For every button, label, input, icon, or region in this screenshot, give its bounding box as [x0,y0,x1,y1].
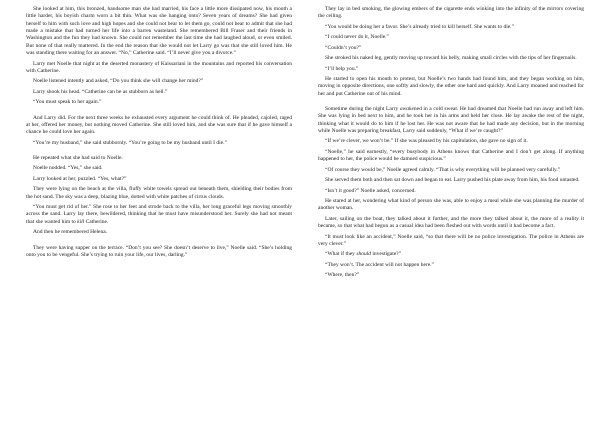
paragraph [318,149,584,164]
paragraph-text: And Larry did. For the next three weeks he exhausted every argument he could think of. He pleaded, cajoled, raged at her, offered her money, but nothing moved Catherine. She still loved him, and she was sure that if he gave himself a chance he could love her again. [26,114,292,136]
paragraph-text: “What if they should investigate?” [325,251,402,258]
paragraph [26,115,292,137]
paragraph [26,78,292,85]
paragraph-text: Later, sailing on the boat, they talked about it further, and the more they talked about it, the more of a reality it became, so that what had begun as a casual idea had been fleshed out with words until it had become a fact. [318,215,584,230]
paragraph [26,6,292,57]
paragraph [26,165,292,172]
paragraph-text: They were lying on the beach at the villa, fluffy white towels spread out beneath them, shielding their bodies from the hot sand. The sky was a deep, blazing blue, dotted with white patches of cirrus clouds. [26,186,292,200]
left-page [26,6,292,262]
paragraph-text: Noelle listened intently and asked, “Do you think she will change her mind?” [33,78,204,85]
paragraph-text: She served them both and then sat down and began to eat. Larry pushed his plate away from him, his food untasted. [325,177,580,184]
paragraph [26,245,292,260]
paragraph [318,188,584,195]
paragraph-text: He stared at her, wondering what kind of person she was, able to enjoy a meal while she was planning the murder of another woman. [318,198,584,212]
paragraph-text: Noelle nodded. “Yes,” she said. [33,165,103,172]
paragraph-text: “Couldn’t you?” [325,44,362,51]
paragraph-text: “You would be doing her a favor. She’s already tried to kill herself. She wants to die.” [325,23,514,30]
paragraph-text: He started to open his mouth to protest, but Noelle’s two hands had found him, and they began working on him, moving in opposite directions, one softly and slowly, the other one hard and quickly. And Larry moaned and reached for her and put Catherine out of his mind. [318,75,584,97]
paragraph-text: He repeated what she had said to Noelle. [33,154,123,161]
paragraph [26,176,292,183]
paragraph-text: “Where, then?” [325,272,360,279]
paragraph-text: “I could never do it, Noelle.” [325,34,389,41]
paragraph [318,45,584,52]
paragraph [26,140,292,147]
paragraph [318,198,584,213]
paragraph [318,6,584,21]
paragraph [318,251,584,258]
paragraph [26,229,292,236]
paragraph [318,24,584,31]
paragraph [318,55,584,62]
paragraph-text: Larry looked at her, puzzled. “Yes, what?” [33,175,127,182]
paragraph [26,186,292,201]
paragraph [318,34,584,41]
paragraph [26,89,292,96]
paragraph [318,216,584,231]
right-page [318,6,584,283]
paragraph-text: Sometime during the night Larry awakened in a cold sweat. He had dreamed that Noelle had run away and left him. She was lying in bed next to him, and he took her in his arms and held her close. He lay awake the rest of the night, thinking what it would do to him if he lost her. He was not aware that he had made any decision, but in the morning while Noelle was preparing breakfast, Larry said suddenly, “What if we’re caught?” [318,106,584,135]
paragraph-text: “If we’re clever, we won’t be.” If she was pleased by his capitulation, she gave no sign of it. [325,138,528,145]
paragraph [318,138,584,145]
paragraph [318,234,584,249]
paragraph [318,76,584,98]
paragraph-text: “I’ll help you.” [325,65,359,72]
paragraph [318,66,584,73]
paragraph-text: Larry met Noelle that night at the deserted monastery of Kaissariani in the mountains and reported his conversation with Catherine. [26,60,292,74]
paragraph-text: They lay in bed smoking, the glowing embers of the cigarette ends winking into the infinity of the mirrors covering the ceiling. [318,6,584,20]
paragraph-text: “They won’t. The accident will not happen here.” [325,261,434,268]
paragraph-text: “You must speak to her again.” [33,99,102,106]
paragraph-text: She stroked his naked leg, gently moving up toward his belly, making small circles with the tips of her fingernails. [325,55,577,62]
paragraph-text: She looked at him, this bronzed, handsome man she had married, his face a little more dissipated now, his mouth a little harder, his boyish charm worn a bit thin. What was she hanging onto? Seven years of dreams? She had given herself to him with such love and high hopes and she could not bear to let them go, could not bear to admit that she had made a mistake that had turned her life into a barren wasteland. She remembered Bill Fraser and their friends in Washington and the fun they had known. She could not remember the last time she had laughed aloud, or even smiled. But none of that really mattered. In the end the reason that she would not let Larry go was that she still loved him. He was standing there waiting for an answer. “No,” Catherine said. “I’ll never give you a divorce.” [26,6,292,57]
paragraph-text: Larry shook his head. “Catherine can be as stubborn as hell.” [33,88,168,95]
paragraph [26,61,292,76]
paragraph-text: “You’re my husband,” she said stubbornly. “You’re going to be my husband until I die.” [33,139,227,146]
paragraph [318,262,584,269]
paragraph [26,155,292,162]
paragraph [26,99,292,106]
paragraph-text: “You must get rid of her.” She rose to her feet and strode back to the villa, her long graceful legs moving smoothly across the sand. Larry lay there, bewildered, thinking that he must have misunderstood her. Surely she had not meant that she wanted him to kill Catherine. [26,204,292,225]
paragraph [318,177,584,184]
paragraph-text: They were having supper on the terrace. “Don’t you see? She doesn’t deserve to live,” Noelle said. “She’s holding onto you to be vengeful. She’s trying to ruin your life, our lives, darling.” [26,244,292,258]
paragraph-text: “Of course they would be,” Noelle agreed calmly. “That is why everything will be planned very carefully.” [325,166,561,173]
paragraph [26,204,292,226]
paragraph [318,272,584,279]
paragraph-text: “It must look like an accident,” Noelle said, “so that there will be no police investigation. The police in Athens are very clever.” [318,233,584,247]
paragraph-text: And then he remembered Helena. [33,229,108,236]
paragraph [318,106,584,135]
paragraph-text: “Isn’t it good?” Noelle asked, concerned. [325,187,416,194]
paragraph [318,167,584,174]
paragraph-text: “Noelle,” he said earnestly, “every busybody in Athens knows that Catherine and I don’t get along. If anything happened to her, the police would be damned suspicious.” [318,148,584,163]
